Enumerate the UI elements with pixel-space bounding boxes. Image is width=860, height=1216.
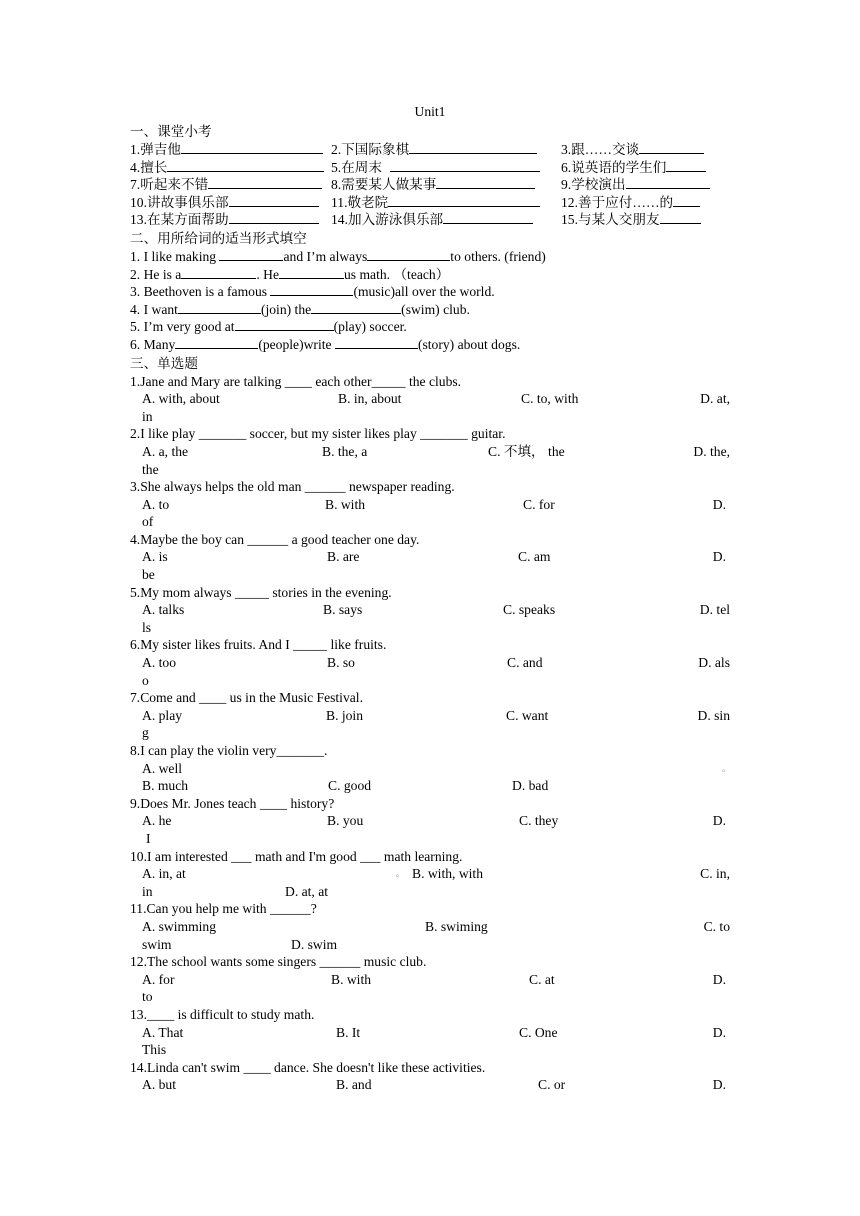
option-a: A. talks <box>142 602 185 618</box>
option-d-wrap: to <box>142 989 153 1005</box>
option-a: A. he <box>142 813 172 829</box>
option-d-wrap: in <box>142 408 153 424</box>
option-a: A. That <box>142 1024 184 1040</box>
mc-options <box>142 1076 730 1094</box>
option-a: A. but <box>142 1077 176 1093</box>
option-d: D. bad <box>512 778 549 794</box>
option-c: C. 不填， the <box>488 443 565 459</box>
mc-options <box>142 971 730 989</box>
option-a: A. too <box>142 655 176 671</box>
punct-mark: 。 <box>396 869 404 879</box>
mc-options <box>142 654 730 672</box>
option-b: B. with <box>325 496 366 512</box>
option-b: B. and <box>336 1077 372 1093</box>
vocab-item: 10.讲故事俱乐部 <box>130 194 331 212</box>
section-1-heading: 一、课堂小考 <box>130 124 212 139</box>
option-d: D. als <box>698 655 730 671</box>
vocab-item: 15.与某人交朋友 <box>561 211 730 229</box>
mc-options <box>142 812 730 830</box>
option-b: B. swiming <box>425 918 488 934</box>
option-c: C. One <box>519 1024 558 1040</box>
mc-options <box>142 865 730 883</box>
fill-item-4: 4. I want (join) the (swim) club. <box>130 301 470 317</box>
option-b: B. in, about <box>338 391 402 407</box>
vocab-item: 4.擅长 <box>130 159 331 177</box>
option-c: C. speaks <box>503 602 556 618</box>
option-c: C. good <box>328 778 372 794</box>
vocab-item: 5.在周末 <box>331 159 561 177</box>
vocab-item: 3.跟……交谈 <box>561 141 730 159</box>
option-d-wrap: o <box>142 672 149 688</box>
option-d-wrap: This <box>142 1042 167 1058</box>
fill-item-3: 3. Beethoven is a famous (music)all over the world. <box>130 284 495 300</box>
option-c: C. and <box>507 655 543 671</box>
option-c: C. at <box>529 971 555 987</box>
option-c: C. or <box>538 1077 566 1093</box>
mc-options <box>142 601 730 619</box>
option-b: B. with, with <box>412 866 483 882</box>
option-d: D. <box>712 971 726 987</box>
worksheet <box>130 102 730 1094</box>
mc-options <box>142 936 730 954</box>
mc-question: 5.My mom always _____ stories in the evening. <box>130 584 392 600</box>
option-a: A. with, about <box>142 391 220 407</box>
option-a: A. to <box>142 496 170 512</box>
mc-options <box>142 777 730 795</box>
option-d: D. <box>712 549 726 565</box>
option-d: D. at, at <box>285 883 329 899</box>
option-b: B. with <box>331 971 372 987</box>
fill-item-2: 2. He is a . He us math. （teach） <box>130 266 450 282</box>
vocab-item: 11.敬老院 <box>331 194 561 212</box>
option-d: D. at, <box>700 391 730 407</box>
option-d: D. <box>712 1024 726 1040</box>
option-d: D. swim <box>291 936 338 952</box>
option-d: D. the, <box>693 443 730 459</box>
mc-options <box>142 918 730 936</box>
option-d-wrap: ls <box>142 619 152 635</box>
option-b: B. join <box>326 707 364 723</box>
option-a: A. is <box>142 549 168 565</box>
option-b: B. It <box>336 1024 361 1040</box>
option-a: A. swimming <box>142 918 217 934</box>
mc-question: 6.My sister likes fruits. And I _____ like fruits. <box>130 637 387 653</box>
option-d: D. <box>712 813 726 829</box>
option-a: A. well <box>142 760 183 776</box>
fill-item-6: 6. Many (people)write (story) about dogs. <box>130 336 521 352</box>
option-a: A. in, at <box>142 866 186 882</box>
option-d-wrap: the <box>142 461 159 477</box>
fill-item-1: 1. I like making and I’m always to others. (friend) <box>130 248 546 264</box>
option-c: C. to, with <box>521 391 579 407</box>
mc-options <box>142 883 730 901</box>
mc-question: 13.____ is difficult to study math. <box>130 1006 315 1022</box>
mc-options <box>142 496 730 514</box>
vocab-grid <box>130 141 730 229</box>
vocab-item: 14.加入游泳俱乐部 <box>331 211 561 229</box>
vocab-item: 7.听起来不错 <box>130 176 331 194</box>
option-c: C. they <box>519 813 559 829</box>
page-title: Unit1 <box>414 104 446 119</box>
mc-options <box>142 760 730 778</box>
option-c: C. want <box>506 707 549 723</box>
vocab-item: 12.善于应付……的 <box>561 194 730 212</box>
option-d-wrap: of <box>142 514 154 530</box>
option-b: B. are <box>327 549 360 565</box>
mc-options <box>142 1024 730 1042</box>
vocab-item: 8.需要某人做某事 <box>331 176 561 194</box>
mc-question: 1.Jane and Mary are talking ____ each other_____ the clubs. <box>130 373 462 389</box>
option-b: B. you <box>327 813 364 829</box>
mc-question: 7.Come and ____ us in the Music Festival. <box>130 690 363 706</box>
mc-question: 12.The school wants some singers ______ music club. <box>130 954 427 970</box>
mc-question: 11.Can you help me with ______? <box>130 901 317 917</box>
option-d: D. <box>712 496 726 512</box>
mc-question: 4.Maybe the boy can ______ a good teacher one day. <box>130 531 420 547</box>
vocab-item: 6.说英语的学生们 <box>561 159 730 177</box>
mc-question: 9.Does Mr. Jones teach ____ history? <box>130 795 335 811</box>
mc-options <box>142 707 730 725</box>
option-c: C. for <box>523 496 555 512</box>
mc-options <box>142 443 730 461</box>
mc-question: 3.She always helps the old man ______ newspaper reading. <box>130 479 455 495</box>
option-c: C. am <box>518 549 551 565</box>
option-b: B. so <box>327 655 355 671</box>
option-a: A. for <box>142 971 175 987</box>
fill-item-5: 5. I’m very good at (play) soccer. <box>130 319 407 335</box>
option-c-wrap: in <box>142 883 153 899</box>
option-b: B. the, a <box>322 443 368 459</box>
option-d: D. <box>712 1077 726 1093</box>
option-a: A. play <box>142 707 183 723</box>
punct-mark: 。 <box>722 763 730 773</box>
option-b: B. says <box>323 602 363 618</box>
option-d-wrap: I <box>146 830 151 846</box>
option-c: C. in, <box>700 866 730 882</box>
section-3-heading: 三、单选题 <box>130 355 198 371</box>
option-a: A. a, the <box>142 443 189 459</box>
section-2-heading: 二、用所给词的适当形式填空 <box>130 230 307 246</box>
option-b: B. much <box>142 778 189 794</box>
option-d-wrap: g <box>142 725 149 741</box>
mc-question: 2.I like play _______ soccer, but my sister likes play _______ guitar. <box>130 426 506 442</box>
mc-question: 10.I am interested ___ math and I'm good ___ math learning. <box>130 848 463 864</box>
option-c-wrap: swim <box>142 936 172 952</box>
mc-options <box>142 390 730 408</box>
vocab-item: 1.弹吉他 <box>130 141 331 159</box>
option-d: D. sin <box>697 707 730 723</box>
mc-question: 14.Linda can't swim ____ dance. She doesn't like these activities. <box>130 1059 486 1075</box>
vocab-item: 2.下国际象棋 <box>331 141 561 159</box>
mc-options <box>142 548 730 566</box>
option-d-wrap: be <box>142 567 155 583</box>
mc-question: 8.I can play the violin very_______. <box>130 743 328 758</box>
option-c: C. to <box>703 918 730 934</box>
option-d: D. tel <box>699 602 730 618</box>
vocab-item: 9.学校演出 <box>561 176 730 194</box>
vocab-item: 13.在某方面帮助 <box>130 211 331 229</box>
